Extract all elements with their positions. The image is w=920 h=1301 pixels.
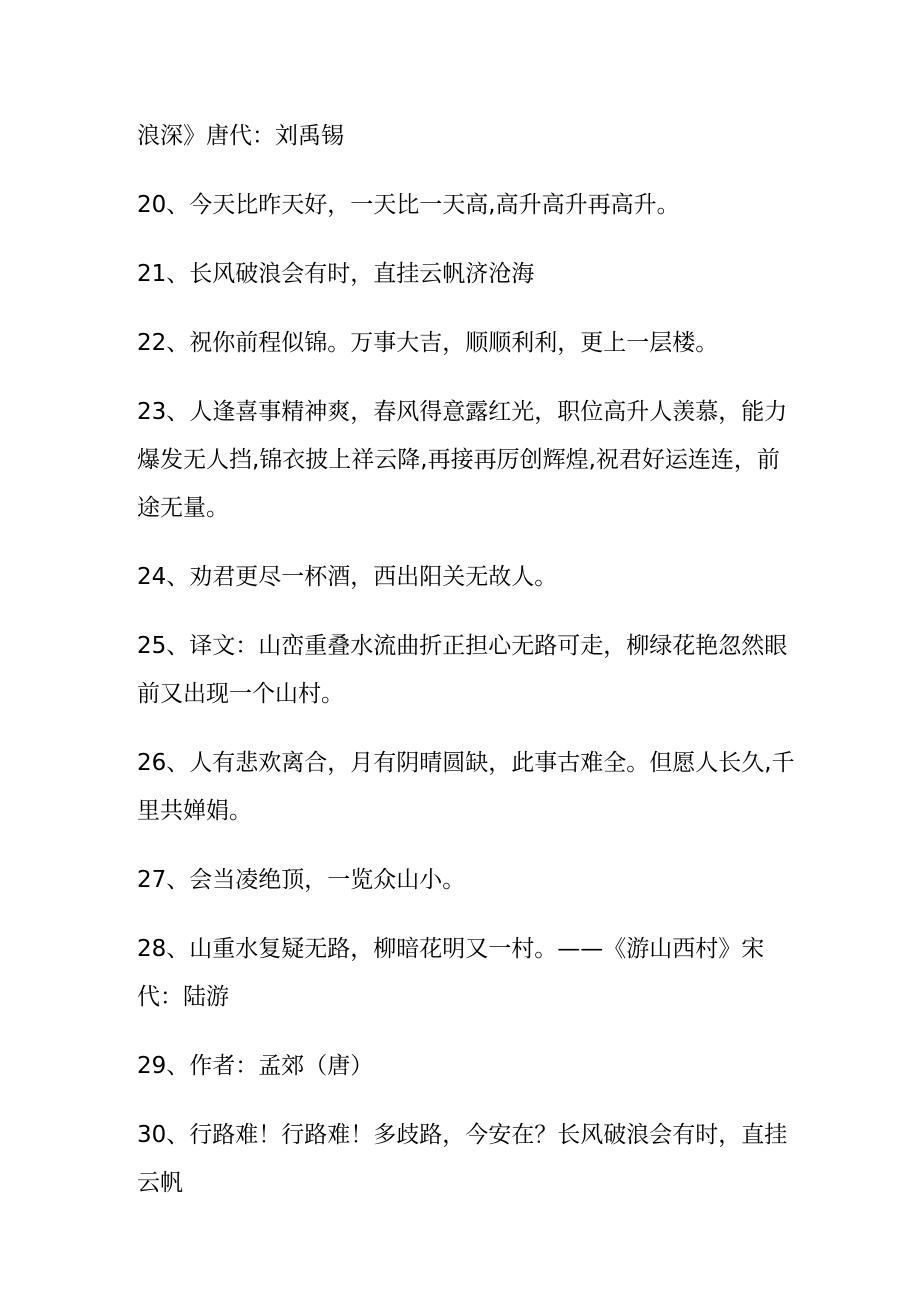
paragraph-21: 21、长风破浪会有时，直挂云帆济沧海 <box>137 261 535 287</box>
paragraph-22: 22、祝你前程似锦。万事大吉，顺顺利利，更上一层楼。 <box>137 330 719 356</box>
paragraph-28: 28、山重水复疑无路，柳暗花明又一村。——《游山西村》宋代：陆游 <box>137 936 765 1010</box>
document-body <box>137 112 797 1228</box>
paragraph-20: 20、今天比昨天好，一天比一天高,高升高升再高升。 <box>137 192 680 218</box>
paragraph-30: 30、行路难！行路难！多歧路，今安在？长风破浪会有时，直挂云帆 <box>137 1122 788 1196</box>
paragraph-23: 23、人逢喜事精神爽，春风得意露红光，职位高升人羡慕，能力爆发无人挡,锦衣披上祥云降,再接再厉创辉煌,祝君好运连连，前途无量。 <box>137 399 788 521</box>
paragraph-29: 29、作者：孟郊（唐） <box>137 1053 374 1079</box>
paragraph-26: 26、人有悲欢离合，月有阴晴圆缺，此事古难全。但愿人长久,千里共婵娟。 <box>137 750 795 824</box>
paragraph-27: 27、会当凌绝顶，一览众山小。 <box>137 867 466 893</box>
paragraph-24: 24、劝君更尽一杯酒，西出阳关无故人。 <box>137 564 558 590</box>
paragraph-25: 25、译文：山峦重叠水流曲折正担心无路可走，柳绿花艳忽然眼前又出现一个山村。 <box>137 633 788 707</box>
paragraph-continuation: 浪深》唐代：刘禹锡 <box>137 123 344 149</box>
